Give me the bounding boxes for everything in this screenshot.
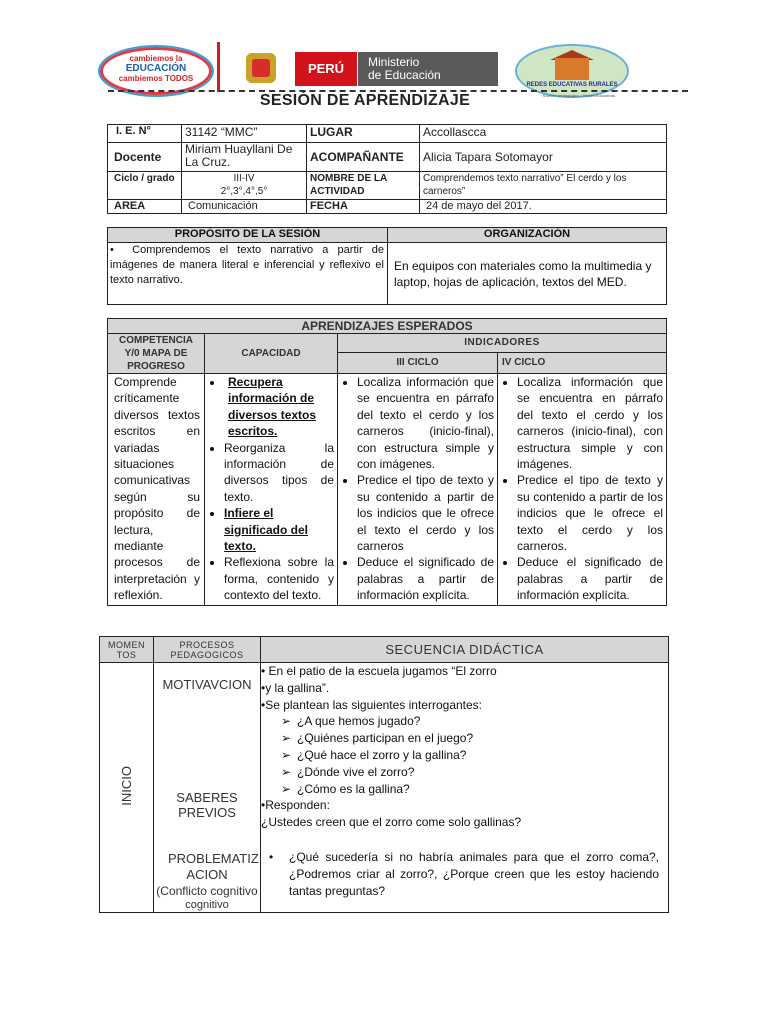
problematizacion-text: ¿Qué sucedería si no habría animales para que el zorro coma?, ¿Podremos criar al zorro?, ¿Porque creen que les estoy haciendo tantas preguntas? <box>289 849 659 898</box>
iii-ciclo-cell <box>338 374 498 606</box>
pregunta-item: ➢ ¿Quiénes participan en el juego? <box>281 730 665 747</box>
capacidad-item: • Reorganiza la información de diversos tipos de texto. <box>224 440 334 506</box>
secuencia-line2-text: y la gallina”. <box>265 680 330 695</box>
bullet-icon: • <box>261 664 269 678</box>
procesos-cell <box>154 663 261 913</box>
ciclo-value <box>182 172 307 200</box>
nombre-actividad-label: NOMBRE DE LA ACTIVIDAD <box>307 172 420 200</box>
aprendizajes-table <box>107 318 667 606</box>
fecha-value: 24 de mayo del 2017. <box>420 200 667 214</box>
logo-left-line2: EDUCACIÓN <box>125 63 187 74</box>
bullet-icon: • <box>261 697 266 712</box>
bullet-icon: • <box>261 798 266 813</box>
ciclo-label: Ciclo / grado <box>108 172 182 200</box>
logo-right-tag: REDES EDUCATIVAS RURALES <box>526 82 618 88</box>
ministerio-line2: de Educación <box>368 68 441 82</box>
secuencia-header: SECUENCIA DIDÁCTICA <box>261 637 669 663</box>
responden-line <box>261 797 665 814</box>
competencia-header: COMPETENCIA Y/0 MAPA DE PROGRESO <box>108 334 205 374</box>
header-divider <box>217 42 220 92</box>
logo-left-line1: cambiemos la <box>129 54 183 63</box>
proposito-text-cell <box>108 243 388 305</box>
docente-label: Docente <box>108 143 182 172</box>
area-value: Comunicación <box>182 200 307 214</box>
acompanante-label: ACOMPAÑANTE <box>307 143 420 172</box>
peru-shield-icon <box>246 53 276 83</box>
proceso-problematizacion <box>154 851 260 899</box>
secuencia-line1-text: En el patio de la escuela jugamos “El zorro <box>268 664 497 678</box>
capacidades-cell <box>205 374 338 606</box>
pregunta-item: ➢ ¿A que hemos jugado? <box>281 713 665 730</box>
secuencia-line1 <box>261 663 665 680</box>
responden-text: Responden: <box>265 798 330 813</box>
iv-ciclo-header: IV CICLO <box>498 352 667 373</box>
conflicto-label: (Conflicto cognitivo <box>156 884 258 898</box>
ciclo-value-1: III-IV <box>233 173 255 184</box>
bullet-icon: • <box>269 849 274 864</box>
acompanante-value: Alicia Tapara Sotomayor <box>420 143 667 172</box>
secuencia-line3 <box>261 697 665 714</box>
area-label: AREA <box>108 200 182 214</box>
indicador-iii-item: • Predice el tipo de texto y su contenido a partir de los indicios que le ofrece el texto el cerdo y los carneros <box>357 472 494 554</box>
ministerio-label <box>358 52 498 86</box>
peru-label: PERÚ <box>295 52 357 86</box>
pregunta-item: ➢ ¿Qué hace el zorro y la gallina? <box>281 747 665 764</box>
indicadores-header: INDICADORES <box>338 334 667 353</box>
school-house-icon <box>555 58 589 80</box>
indicador-iii-item: • Localiza información que se encuentra en párrafo del texto el cerdo y los carneros (inicio-final), con estructura simple y con imágenes. <box>357 374 494 472</box>
pregunta-item: ➢ ¿Cómo es la gallina? <box>281 781 665 798</box>
secuencia-line3-text: Se plantean las siguientes interrogantes: <box>265 697 483 712</box>
ministerio-line1: Ministerio <box>368 55 420 69</box>
secuencia-table <box>99 636 669 913</box>
ie-label: I. E. N° <box>108 125 182 143</box>
bullet-icon: • <box>110 244 133 256</box>
preguntas-list <box>261 713 665 797</box>
momento-inicio: INICIO <box>119 766 134 806</box>
problematizacion-label: PROBLEMATIZ ACION <box>168 851 259 882</box>
secuencia-cell <box>261 663 669 913</box>
indicador-iii-item: • Deduce el significado de palabras a partir de información explícita. <box>357 554 494 603</box>
indicador-iv-item: • Deduce el significado de palabras a partir de información explícita. <box>517 554 663 603</box>
docente-value: Miriam Huayllani De La Cruz. <box>182 143 307 172</box>
momento-cell <box>100 663 154 913</box>
logo-left-line3: cambiemos TODOS <box>118 74 194 83</box>
capacidad-header: CAPACIDAD <box>205 334 338 374</box>
logo-right-subtitle: Soporte pedagógico – Redes Educativas <box>542 93 616 98</box>
indicador-iv-item: • Localiza información que se encuentra en párrafo del texto el cerdo y los carneros (inicio-final), con estructura simple y con imágenes. <box>517 374 663 472</box>
indicador-iv-item: • Predice el tipo de texto y su contenido a partir de los indicios que le ofrece el texto el cerdo y los carneros. <box>517 472 663 554</box>
lugar-value: Accollascca <box>420 125 667 143</box>
momentos-header: MOMEN TOS <box>100 637 154 663</box>
proceso-motivacion: MOTIVAVCION <box>162 677 252 692</box>
capacidad-item: • Reflexiona sobre la forma, contenido y contexto del texto. <box>224 554 334 603</box>
capacidad-item: • Infiere el significado del texto. <box>224 505 334 554</box>
proposito-header: PROPÓSITO DE LA SESIÓN <box>108 228 388 243</box>
problematizacion-block <box>261 849 665 899</box>
lugar-label: LUGAR <box>307 125 420 143</box>
secuencia-line2 <box>261 680 665 697</box>
organizacion-header: ORGANIZACIÓN <box>388 228 667 243</box>
info-table <box>107 124 667 214</box>
proceso-saberes-previos: SABERES PREVIOS <box>176 790 238 820</box>
nombre-actividad-value: Comprendemos texto narrativo” El cerdo y los carneros” <box>420 172 667 200</box>
document-title: SESIÓN DE APRENDIZAJE <box>259 92 471 109</box>
proposito-text: Comprendemos el texto narrativo a partir de imágenes de manera literal e inferencial y reflexivo el texto narrativo. <box>110 244 384 286</box>
ciclo-value-2: 2°,3°,4°,5° <box>220 186 268 197</box>
ie-value: 31142 “MMC” <box>182 125 307 143</box>
competencia-text: Comprende críticamente diversos textos escritos en variadas situaciones comunicativas según su propósito de lectura, mediante procesos de interpretación y reflexión. <box>108 374 205 606</box>
iv-ciclo-cell <box>498 374 667 606</box>
aprendizajes-title: APRENDIZAJES ESPERADOS <box>108 319 667 334</box>
procesos-header: PROCESOS PEDAGOGICOS <box>154 637 261 663</box>
iii-ciclo-header: III CICLO <box>338 352 498 373</box>
organizacion-text: En equipos con materiales como la multimedia y laptop, hojas de aplicación, textos del MED. <box>388 243 667 305</box>
pregunta-final: ¿Ustedes creen que el zorro come solo gallinas? <box>261 815 522 830</box>
proposito-table <box>107 227 667 305</box>
fecha-label: FECHA <box>307 200 420 214</box>
bullet-icon: • <box>261 680 266 695</box>
cognitivo-label: cognitivo <box>185 899 229 911</box>
pregunta-item: ➢ ¿Dónde vive el zorro? <box>281 764 665 781</box>
capacidad-item: • Recupera información de diversos textos escritos. <box>224 374 334 440</box>
